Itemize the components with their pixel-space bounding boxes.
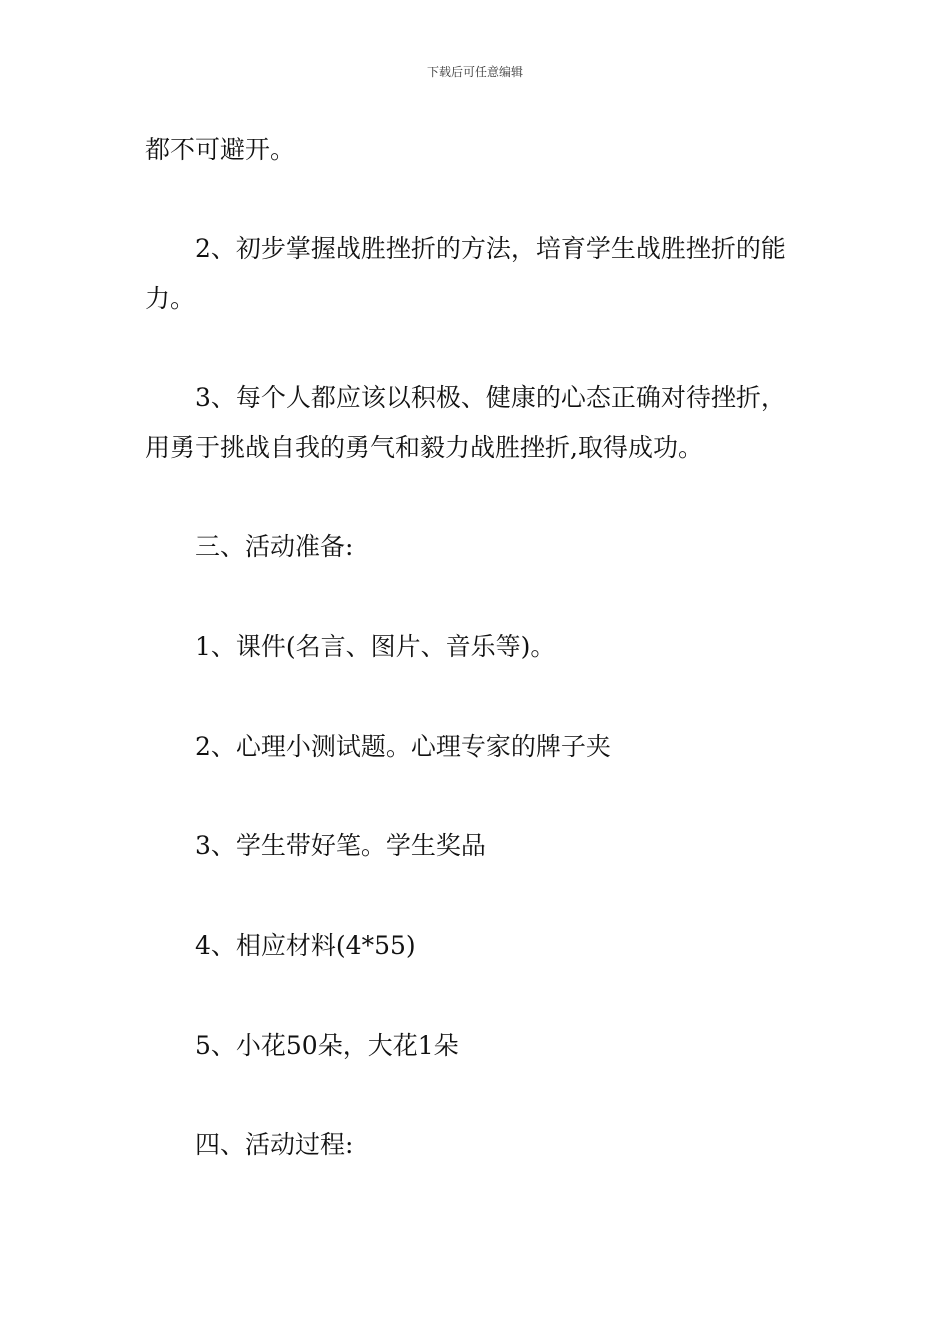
text-line: 1、课件(名言、图片、音乐等)。 [195, 632, 556, 661]
section-heading: 四、活动过程: [195, 1130, 354, 1159]
text-line: 都不可避开。 [145, 135, 296, 164]
text-line: 3、每个人都应该以积极、健康的心态正确对待挫折， [195, 383, 786, 412]
text-line: 3、学生带好笔。学生奖品 [195, 831, 486, 860]
text-line: 4、相应材料(4*55) [195, 931, 416, 960]
section-heading: 三、活动准备: [195, 532, 354, 561]
text-line: 力。 [145, 284, 196, 313]
text-line: 5、小花50朵，大花1朵 [195, 1031, 459, 1060]
text-line: 2、心理小测试题。心理专家的牌子夹 [195, 732, 611, 761]
text-line: 用勇于挑战自我的勇气和毅力战胜挫折,取得成功。 [145, 433, 703, 462]
text-line: 2、初步掌握战胜挫折的方法，培育学生战胜挫折的能 [195, 234, 786, 263]
page-header: 下载后可任意编辑 [426, 65, 523, 79]
